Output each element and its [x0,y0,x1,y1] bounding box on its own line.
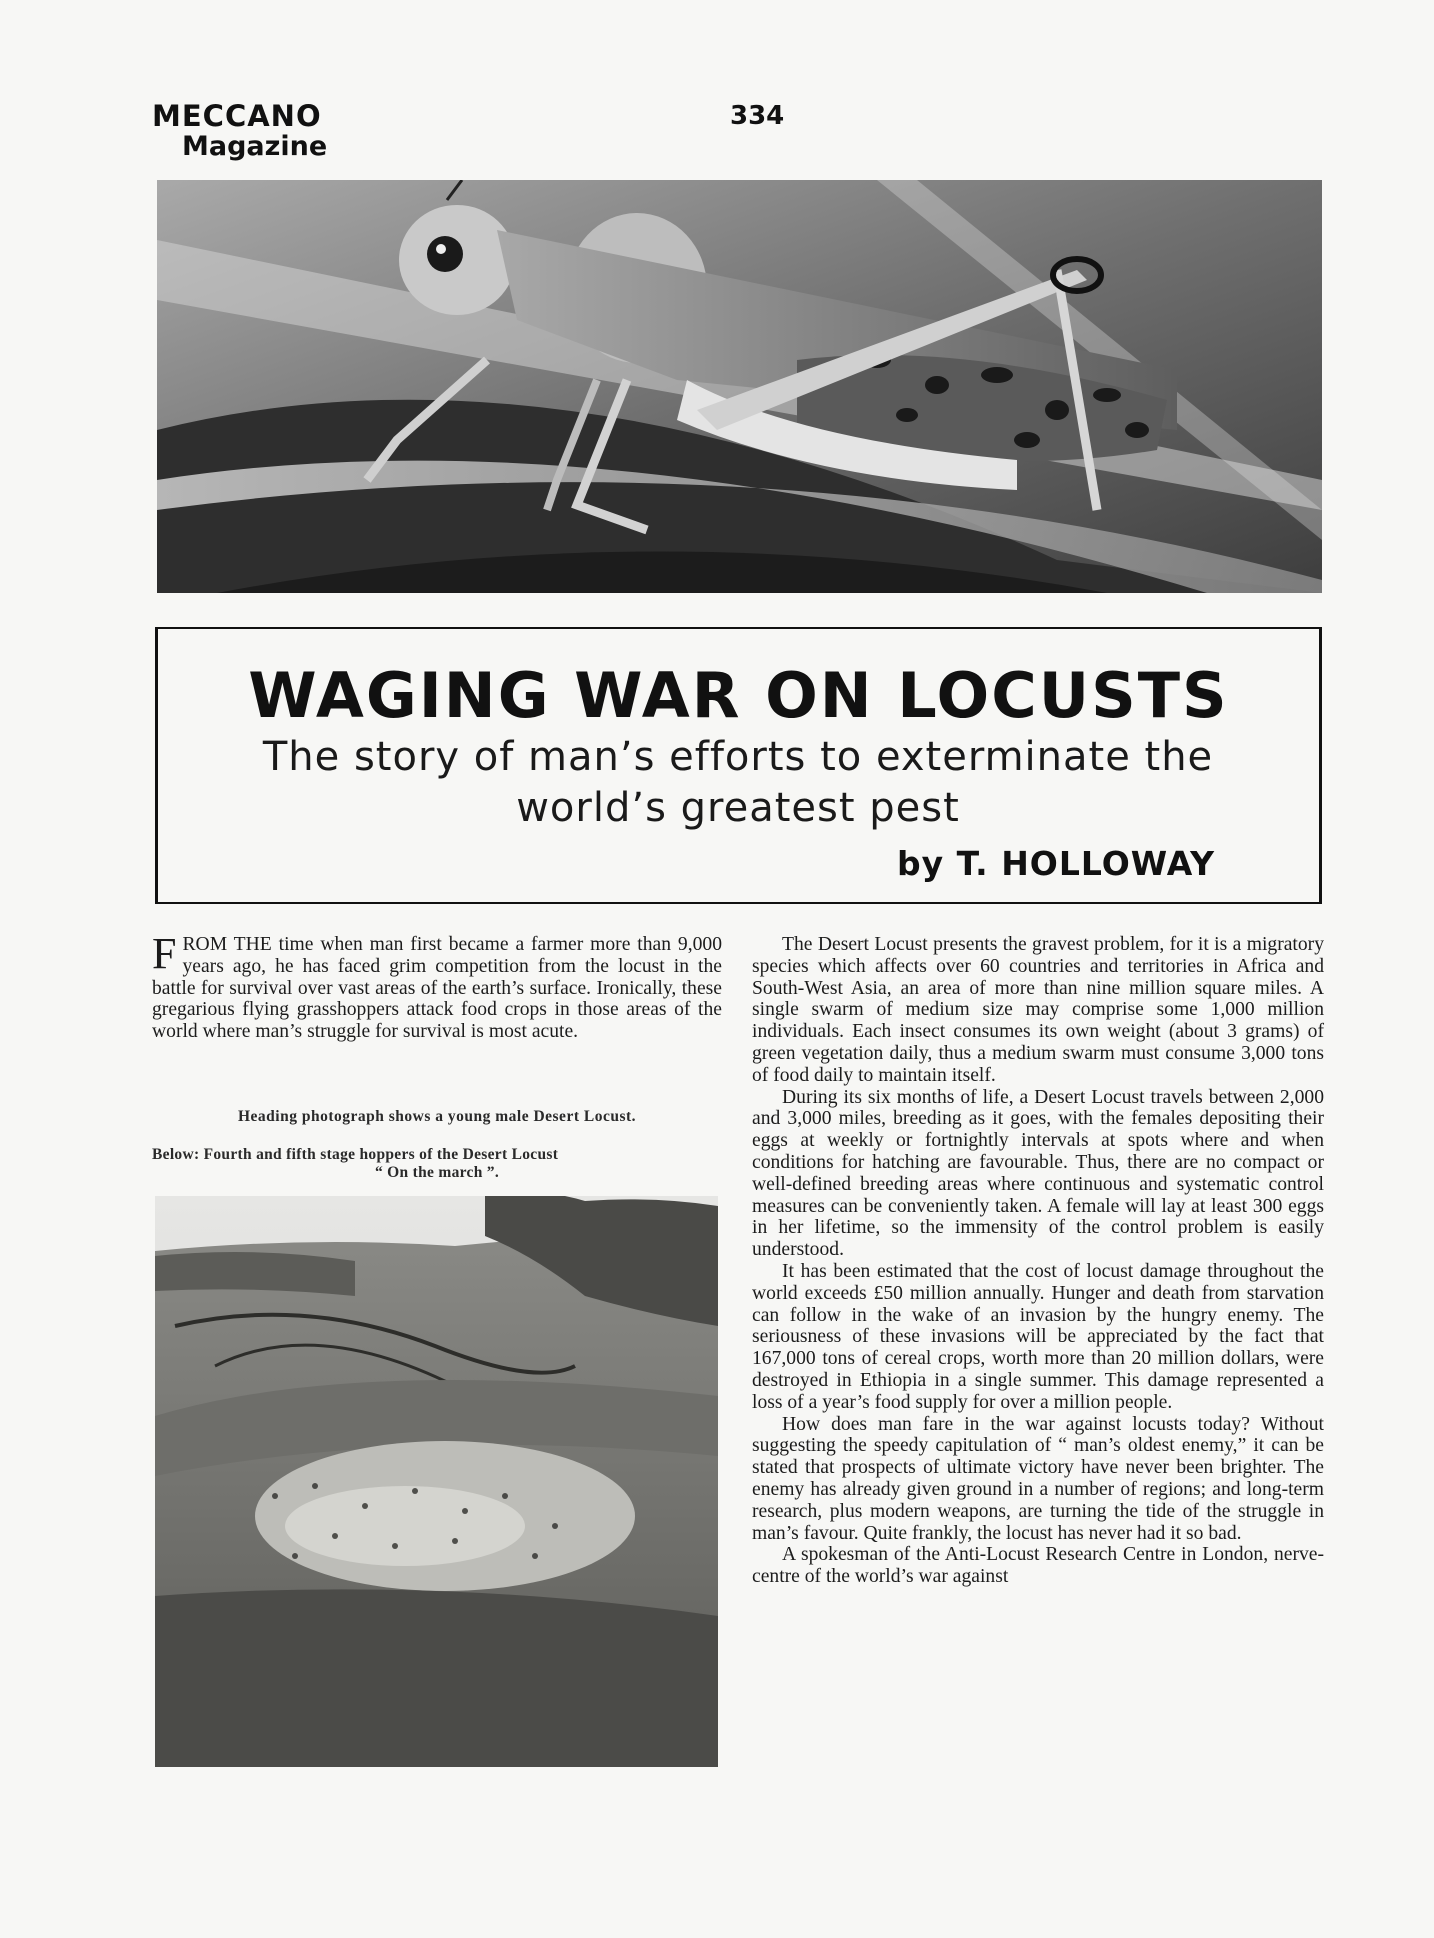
paragraph-3: It has been estimated that the cost of locust damage throughout the world exceeds £50 million annually. Hunger and death from starvation can follow in the wake of an invasion by the hungry enemy. The seriousness of these invasions will be appreciated by the fact that 167,000 tons of cereal crops, worth more than 20 million dollars, were destroyed in Ethiopia in a single summer. This damage represented a loss of a year’s food supply for over a million people. [752,1260,1324,1413]
drop-cap: F [152,929,177,978]
column-left [152,929,722,1043]
caption-hoppers-line1: Below: Fourth and fifth stage hoppers of the Desert Locust [152,1146,559,1163]
paragraph-1: The Desert Locust presents the gravest problem, for it is a migratory species which affects over 60 countries and territories in Africa and South-West Asia, an area of more than nine million square miles. A single swarm of medium size may comprise some 1,000 million individuals. Each insect consumes its own weight (about 3 grams) of green vegetation daily, thus a medium swarm must consume 3,000 tons of food daily to maintain itself. [752,934,1324,1086]
caption-hoppers-line2: “ On the march ”. [374,1164,500,1181]
caption-hoppers-photo [152,1146,722,1182]
title-box [155,627,1322,904]
hoppers-landscape-photo [155,1196,718,1767]
caption-heading-photo: Heading photograph shows a young male Desert Locust. [237,1108,637,1125]
article-byline: by T. HOLLOWAY [897,844,1215,883]
page-number: 334 [730,101,785,131]
paragraph-5: A spokesman of the Anti-Locust Research Centre in London, nerve-centre of the world’s war against [752,1544,1324,1588]
column-right [752,934,1324,1588]
article-subtitle: The story of man’s efforts to exterminate the world’s greatest pest [262,734,1214,831]
hero-locust-photo [157,180,1322,593]
paragraph-4: How does man fare in the war against locusts today? Without suggesting the speedy capitulation of “ man’s oldest enemy,” it can be stated that prospects of ultimate victory have never been brighter. The enemy has already given ground in a number of regions; and long-term research, plus modern weapons, are turning the tide of the struggle in man’s favour. Quite frankly, the locust has never had it so bad. [752,1413,1324,1544]
masthead [152,101,327,161]
masthead-subtitle: Magazine [182,131,328,163]
article-title: WAGING WAR ON LOCUSTS [248,659,1229,732]
masthead-title: MECCANO [152,99,322,133]
intro-paragraph [152,929,722,1043]
intro-text: ROM THE time when man first became a farmer more than 9,000 years ago, he has faced grim competition from the locust in the battle for survival over vast areas of the earth’s surface. Ironically, these gregarious flying grasshoppers attack food crops in those areas of the world where man’s struggle for survival is most acute. [152,934,722,1043]
paragraph-2: During its six months of life, a Desert Locust travels between 2,000 and 3,000 miles, breeding as it goes, with the females depositing their eggs at weekly or fortnightly intervals at spots where and when conditions for hatching are favourable. Thus, there are no compact or well-defined breeding areas where continuous and systematic control measures can be conveniently taken. A female will lay at least 300 eggs in her lifetime, so the immensity of the control problem is easily understood. [752,1086,1324,1261]
